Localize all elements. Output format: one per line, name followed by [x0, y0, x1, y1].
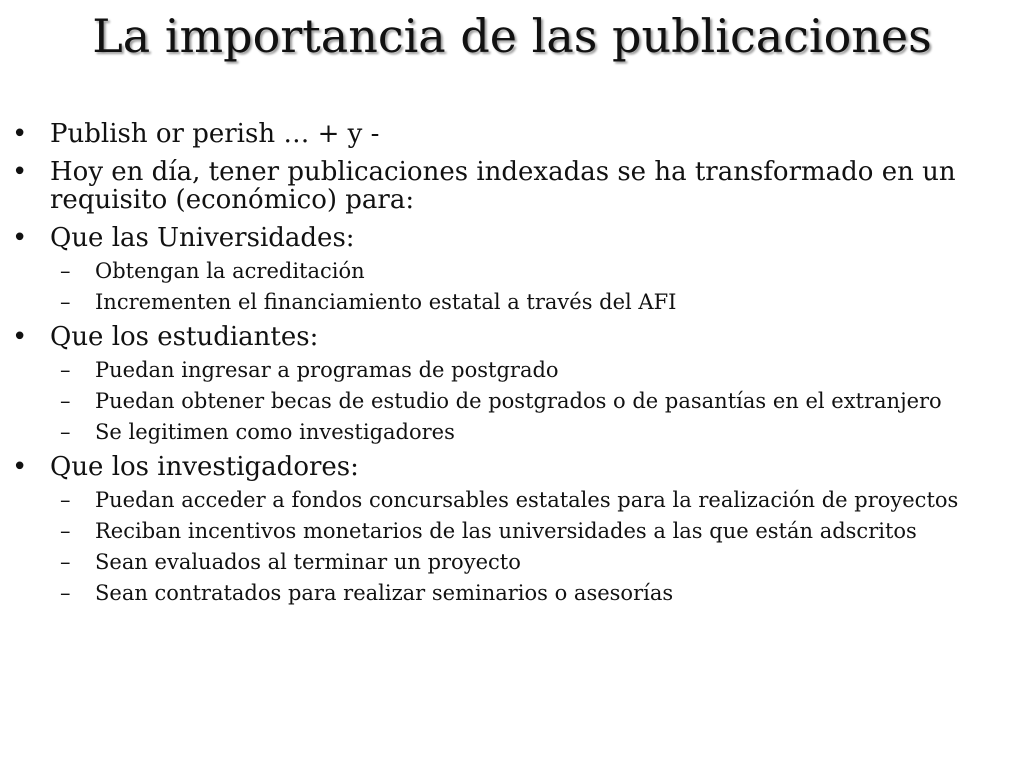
bullet-item [10, 224, 1014, 252]
bullet-marker: • [12, 119, 28, 149]
sub-bullet-text: Puedan ingresar a programas de postgrado [95, 358, 559, 382]
sub-bullet-text: Sean evaluados al terminar un proyecto [95, 550, 521, 574]
sub-bullet-item [10, 550, 1014, 574]
sub-bullet-item [10, 358, 1014, 382]
dash-marker: – [60, 550, 71, 574]
sub-bullet-item [10, 259, 1014, 283]
sub-bullet-item [10, 290, 1014, 314]
dash-marker: – [60, 259, 71, 283]
bullet-text: Que los estudiantes: [50, 322, 319, 352]
bullet-text: Publish or perish … + y - [50, 119, 380, 149]
sub-bullet-text: Puedan obtener becas de estudio de postgrados o de pasantías en el extranjero [95, 389, 942, 413]
bullet-marker: • [12, 452, 28, 482]
bullet-list [10, 120, 1014, 614]
bullet-item [10, 453, 1014, 481]
bullet-item [10, 120, 1014, 148]
sub-bullet-text: Reciban incentivos monetarios de las universidades a las que están adscritos [95, 519, 917, 543]
sub-bullet-item [10, 519, 1014, 543]
bullet-marker: • [12, 157, 28, 187]
sub-bullet-text: Puedan acceder a fondos concursables estatales para la realización de proyectos [95, 488, 959, 512]
dash-marker: – [60, 420, 71, 444]
sub-bullet-text: Obtengan la acreditación [95, 259, 365, 283]
dash-marker: – [60, 358, 71, 382]
bullet-text: Hoy en día, tener publicaciones indexadas se ha transformado en un requisito (económico) para: [50, 157, 956, 215]
sub-bullet-item [10, 581, 1014, 605]
dash-marker: – [60, 290, 71, 314]
dash-marker: – [60, 389, 71, 413]
sub-bullet-item [10, 389, 1014, 413]
bullet-item [10, 158, 1014, 214]
bullet-text: Que los investigadores: [50, 452, 359, 482]
sub-bullet-item [10, 420, 1014, 444]
slide-title: La importancia de las publicaciones [92, 9, 932, 63]
dash-marker: – [60, 581, 71, 605]
sub-bullet-item [10, 488, 1014, 512]
dash-marker: – [60, 519, 71, 543]
bullet-text: Que las Universidades: [50, 223, 355, 253]
sub-bullet-text: Se legitimen como investigadores [95, 420, 455, 444]
bullet-item [10, 323, 1014, 351]
sub-bullet-text: Sean contratados para realizar seminarios o asesorías [95, 581, 674, 605]
sub-bullet-text: Incrementen el financiamiento estatal a través del AFI [95, 290, 677, 314]
bullet-marker: • [12, 223, 28, 253]
bullet-marker: • [12, 322, 28, 352]
dash-marker: – [60, 488, 71, 512]
